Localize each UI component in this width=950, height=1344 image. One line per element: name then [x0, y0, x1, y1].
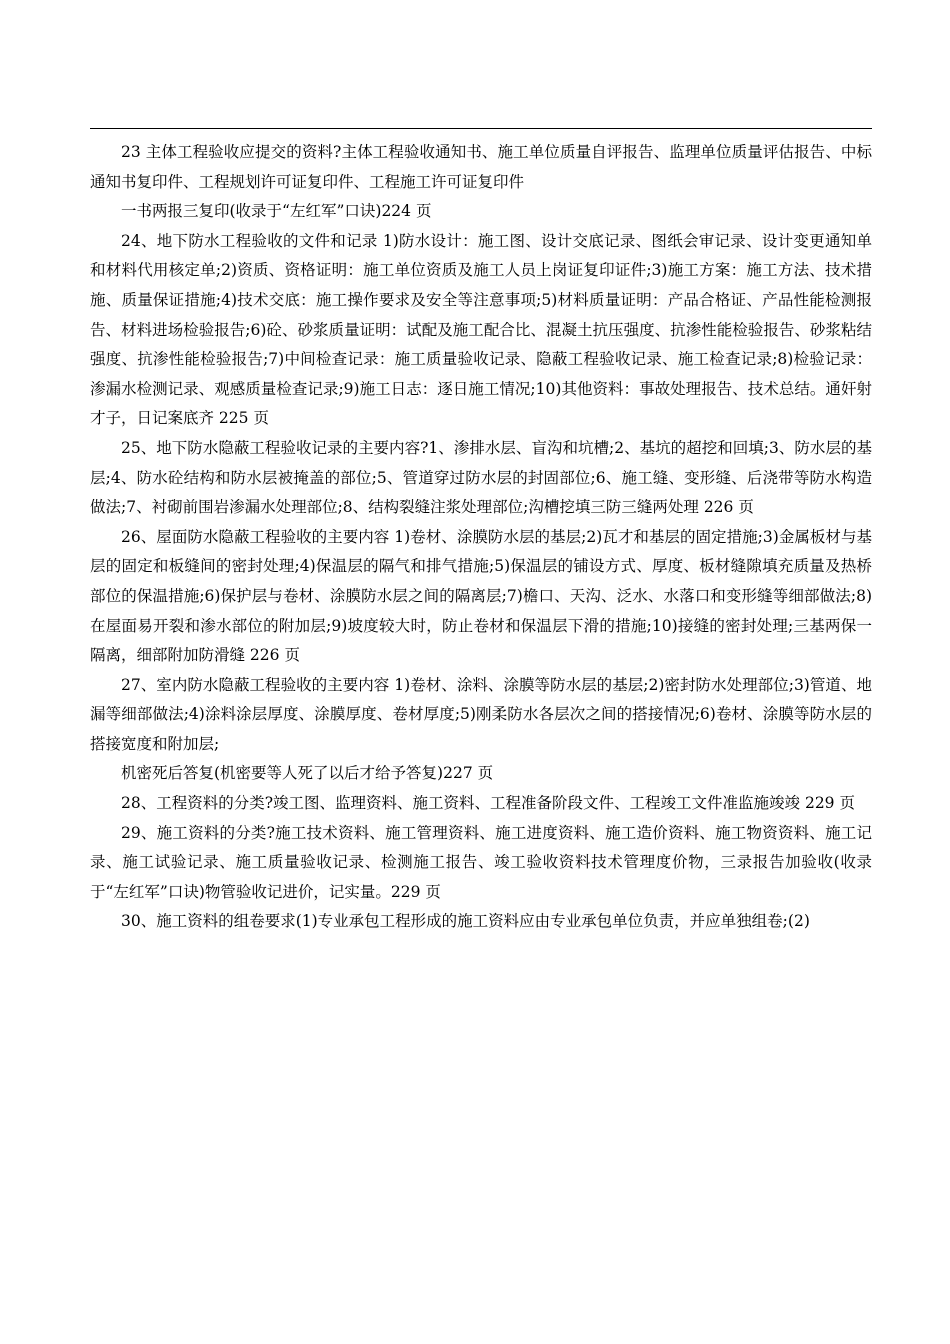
- paragraph-26: 26、屋面防水隐蔽工程验收的主要内容 1)卷材、涂膜防水层的基层;2)瓦才和基层的固定措施;3)金属板材与基层的固定和板缝间的密封处理;4)保温层的隔气和排气措施;5)保温层的铺设方式、厚度、板材缝隙填充质量及热桥部位的保温措施;6)保护层与卷材、涂膜防水层之间的隔离层;7)檐口、天沟、泛水、水落口和变形缝等细部做法;8)在屋面易开裂和渗水部位的附加层;9)坡度较大时，防止卷材和保温层下滑的措施;10)接缝的密封处理;三基两保一隔离，细部附加防滑缝 226 页: [90, 527, 872, 665]
- paragraph-23-mnemonic: 一书两报三复印(收录于“左红军”口诀)224 页: [121, 202, 432, 221]
- paragraph-29: 29、施工资料的分类?施工技术资料、施工管理资料、施工进度资料、施工造价资料、施工物资资料、施工记录、施工试验记录、施工质量验收记录、检测施工报告、竣工验收资料技术管理度价物，三录报告加验收(收录于“左红军”口诀)物管验收记进价，记实量。229 页: [90, 823, 872, 901]
- header-rule: [90, 128, 872, 129]
- paragraph-30: 30、施工资料的组卷要求(1)专业承包工程形成的施工资料应由专业承包单位负责，并应单独组卷;(2): [121, 912, 810, 931]
- paragraph-27-mnemonic: 机密死后答复(机密要等人死了以后才给予答复)227 页: [121, 764, 494, 783]
- paragraph-28: 28、工程资料的分类?竣工图、监理资料、施工资料、工程准备阶段文件、工程竣工文件准监施竣竣 229 页: [121, 794, 855, 813]
- paragraph-24: 24、地下防水工程验收的文件和记录 1)防水设计：施工图、设计交底记录、图纸会审记录、设计变更通知单和材料代用核定单;2)资质、资格证明：施工单位资质及施工人员上岗证复印证件;3)施工方案：施工方法、技术措施、质量保证措施;4)技术交底：施工操作要求及安全等注意事项;5)材料质量证明：产品合格证、产品性能检测报告、材料进场检验报告;6)砼、砂浆质量证明：试配及施工配合比、混凝土抗压强度、抗渗性能检验报告、砂浆粘结强度、抗渗性能检验报告;7)中间检查记录：施工质量验收记录、隐蔽工程验收记录、施工检查记录;8)检验记录：渗漏水检测记录、观感质量检查记录;9)施工日志：逐日施工情况;10)其他资料：事故处理报告、技术总结。通奸射才子，日记案底齐 225 页: [90, 231, 872, 428]
- document-body: [90, 138, 872, 937]
- paragraph-23: 23 主体工程验收应提交的资料?主体工程验收通知书、施工单位质量自评报告、监理单位质量评估报告、中标通知书复印件、工程规划许可证复印件、工程施工许可证复印件: [90, 143, 872, 191]
- paragraph-25: 25、地下防水隐蔽工程验收记录的主要内容?1、渗排水层、盲沟和坑槽;2、基坑的超挖和回填;3、防水层的基层;4、防水砼结构和防水层被掩盖的部位;5、管道穿过防水层的封固部位;6、施工缝、变形缝、后浇带等防水构造做法;7、衬砌前围岩渗漏水处理部位;8、结构裂缝注浆处理部位;沟槽挖填三防三缝两处理 226 页: [90, 438, 872, 517]
- paragraph-27: 27、室内防水隐蔽工程验收的主要内容 1)卷材、涂料、涂膜等防水层的基层;2)密封防水处理部位;3)管道、地漏等细部做法;4)涂料涂层厚度、涂膜厚度、卷材厚度;5)刚柔防水各层次之间的搭接情况;6)卷材、涂膜等防水层的搭接宽度和附加层;: [90, 675, 872, 753]
